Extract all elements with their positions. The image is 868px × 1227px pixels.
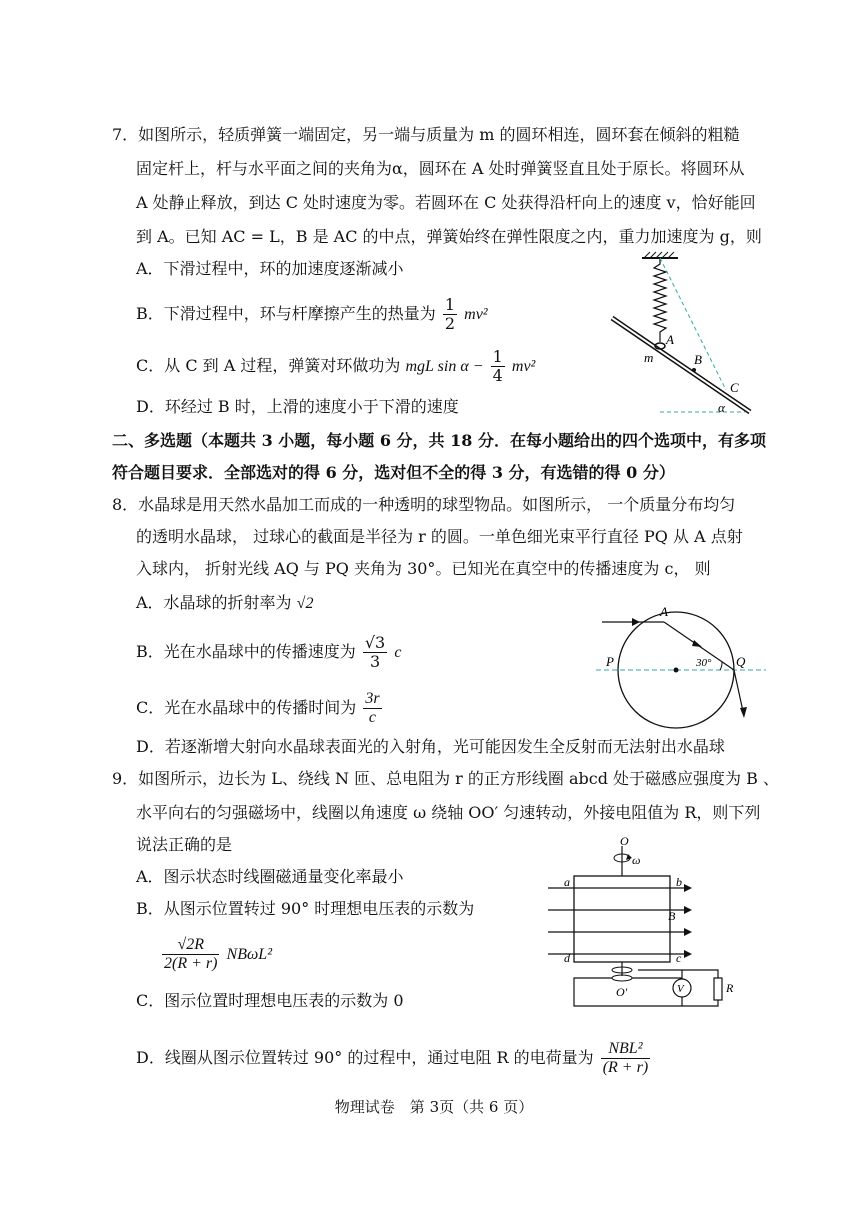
q9-label-b: b xyxy=(676,875,682,889)
q9-label-v: V xyxy=(677,983,684,995)
q7-option-b-fraction: $\frac{1}{2}$ xyxy=(444,295,456,333)
q9-option-b: B．从图示位置转过 90° 时理想电压表的示数为 xyxy=(136,899,475,918)
q8-stem-line2: 的透明水晶球， 过球心的截面是半径为 r 的圆。一单色细光束平行直径 PQ 从 A 点射 xyxy=(136,527,743,546)
q9-stem-line1: 9．如图所示，边长为 L、绕线 N 匝、总电阻为 r 的正方形线圈 abcd 处于磁感应强度为 B 、 xyxy=(112,769,779,788)
q8-stem-line3: 入球内， 折射光线 AQ 与 PQ 夹角为 30°。已知光在真空中的传播速度为 c， 则 xyxy=(136,559,711,578)
q8-option-c xyxy=(136,690,384,727)
q8-option-b-fraction: $\frac{√3}{3}$ xyxy=(364,633,386,671)
q9-label-d: d xyxy=(564,951,570,965)
q9-label-r: R xyxy=(726,981,734,995)
q8-option-a-text: A．水晶球的折射率为 xyxy=(136,593,292,612)
q7-option-c-fraction: $\frac{1}{4}$ xyxy=(492,347,503,385)
q8-option-b xyxy=(136,634,401,671)
q8-option-b-text: B．光在水晶球中的传播速度为 xyxy=(136,642,356,661)
q7-option-c-text: C．从 C 到 A 过程，弹簧对环做功为 xyxy=(136,356,401,375)
q9-label-a: a xyxy=(564,875,570,889)
q7-option-c-expr: mgL sin α − xyxy=(405,358,484,375)
q7-option-b-text: B．下滑过程中，环与杆摩擦产生的热量为 xyxy=(136,304,436,323)
q9-option-a: A．图示状态时线圈磁通量变化率最小 xyxy=(136,867,404,886)
q7-label-a: A xyxy=(666,332,674,347)
q9-stem-line2: 水平向右的匀强磁场中，线圈以角速度 ω 绕轴 OO′ 匀速转动，外接电阻值为 R，则下列 xyxy=(136,803,761,822)
section2-line2: 符合题目要求．全部选对的得 6 分，选对但不全的得 3 分，有选错的得 0 分） xyxy=(112,463,675,482)
q7-label-m: m xyxy=(644,350,654,365)
q9-label-o-prime: O′ xyxy=(616,985,628,999)
q9-option-c: C．图示位置时理想电压表的示数为 0 xyxy=(136,991,404,1010)
q7-label-alpha: α xyxy=(718,400,725,415)
q8-option-c-fraction: $\frac{3r}{c}$ xyxy=(365,690,380,726)
q9-option-d-text: D．线圈从图示位置转过 90° 的过程中，通过电阻 R 的电荷量为 xyxy=(136,1048,594,1067)
q7-option-b xyxy=(136,296,488,333)
q8-label-p: P xyxy=(606,654,614,669)
q8-option-a xyxy=(136,592,313,615)
section2-line1: 二、多选题（本题共 3 小题，每小题 6 分，共 18 分．在每小题给出的四个选项中，有多项 xyxy=(112,431,766,450)
page-footer: 物理试卷 第 3页（共 6 页） xyxy=(334,1098,534,1116)
q9-figure xyxy=(540,836,736,1022)
q9-option-d xyxy=(136,1040,652,1077)
q9-label-b-field: B xyxy=(668,909,676,923)
q8-option-c-text: C．光在水晶球中的传播时间为 xyxy=(136,698,357,717)
q8-option-d: D．若逐渐增大射向水晶球表面光的入射角，光可能因发生全反射而无法射出水晶球 xyxy=(136,737,725,756)
q8-option-b-expr: c xyxy=(394,644,402,661)
spring-icon xyxy=(654,258,666,342)
q7-option-c xyxy=(136,348,535,385)
q7-option-a: A．下滑过程中，环的加速度逐渐减小 xyxy=(136,259,404,278)
q7-label-c: C xyxy=(730,380,739,395)
q8-option-a-expr: √2 xyxy=(296,595,314,612)
q7-figure xyxy=(600,250,760,420)
q9-label-c: c xyxy=(676,951,682,965)
q9-option-d-fraction: $\frac{\text{NBL²}}{(R + r)}$ xyxy=(602,1040,649,1076)
q9-option-b-expression xyxy=(160,936,272,973)
q7-stem-line1: 7．如图所示，轻质弹簧一端固定，另一端与质量为 m 的圆环相连，圆环套在倾斜的粗糙 xyxy=(112,125,740,144)
q8-label-a: A xyxy=(660,604,668,619)
q8-label-q: Q xyxy=(736,654,746,669)
q9-stem-line3: 说法正确的是 xyxy=(136,835,233,854)
q7-stem-line4: 到 A。已知 AC = L，B 是 AC 的中点，弹簧始终在弹性限度之内，重力加速度为 g，则 xyxy=(136,227,762,246)
resistor-icon xyxy=(714,978,722,1000)
q7-option-b-expr: mv² xyxy=(464,306,488,323)
q8-stem-line1: 8．水晶球是用天然水晶加工而成的一种透明的球型物品。如图所示， 一个质量分布均匀 xyxy=(112,495,736,514)
q7-label-b: B xyxy=(694,352,702,367)
q7-stem-line2: 固定杆上，杆与水平面之间的夹角为α，圆环在 A 处时弹簧竖直且处于原长。将圆环从 xyxy=(136,159,745,178)
q7-option-c-expr2: mv² xyxy=(511,358,536,375)
q8-label-angle: 30° xyxy=(696,657,712,669)
q7-stem-line3: A 处静止释放，到达 C 处时速度为零。若圆环在 C 处获得沿杆向上的速度 v，恰好能回 xyxy=(136,193,756,212)
q7-option-d: D．环经过 B 时，上滑的速度小于下滑的速度 xyxy=(136,397,459,416)
q9-label-omega: ω xyxy=(632,853,641,867)
q9-label-o: O xyxy=(620,836,629,848)
q8-figure xyxy=(596,592,766,742)
q9-option-b-expr: NBωL² xyxy=(226,946,272,963)
q9-option-b-fraction: $\frac{√2R}{2(R + r)}$ xyxy=(164,936,218,972)
